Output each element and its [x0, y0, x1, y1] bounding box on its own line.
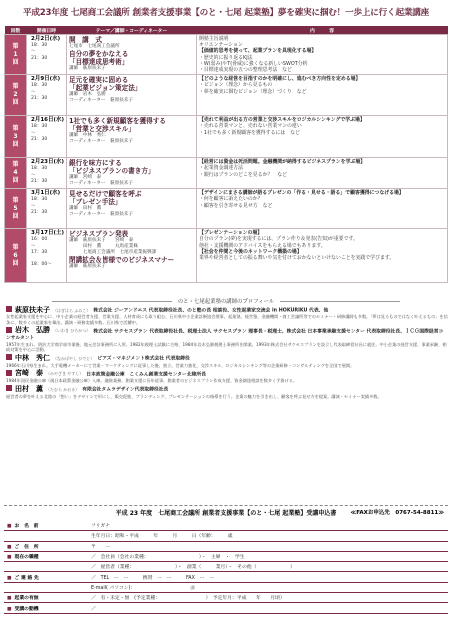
application-title: 平成 23 年度 七尾商工会議所 創業者支援事業【のと・七尾 起業塾】受講申込書 [115, 510, 337, 517]
form-label: ■ ご 連 絡 先 [4, 572, 88, 582]
form-row [4, 551, 448, 561]
start-time: 18：30 [31, 43, 48, 49]
content-line: 【どのような経営を目指すのかを明確にし、進むべき方向性を定める場】 [199, 76, 361, 83]
lecturer-name: 田村 薫 [15, 384, 43, 393]
form-label: ■ 起業の有無 [4, 593, 88, 603]
theme-lecturer: 七尾市 七尾商工会議所 [69, 44, 120, 49]
form-row [4, 593, 448, 603]
fax-number: ≪FAXお申込先 0767-54-8811≫ [350, 510, 444, 516]
start-time: 18：30 [31, 166, 48, 172]
content-line: ・目標達成実現の五つの整理思考法 など [199, 67, 292, 74]
lecturer-affiliation: 日本政策金融公庫 こくみん創業支援センター北陸所長 [86, 372, 207, 378]
session-row [5, 116, 448, 158]
session-content [197, 116, 448, 158]
col-header: 開催日時 [27, 26, 67, 35]
session-theme [67, 116, 197, 158]
content-line: 【売れて利益が出る方の営業と交渉スキルをロジカルシンキングで学ぶ場】 [199, 117, 365, 124]
form-field[interactable]: 〒 ー [88, 541, 448, 551]
lecturer-name: 宮崎 泰 [15, 369, 43, 378]
col-header: テーマ／講師・コーディネーター [67, 26, 197, 35]
start-time: 18：30 [31, 197, 48, 203]
content-line: 自分のプラン(夢)を実現するには、プラン作り＆発表(告知)が重要です。 [199, 236, 358, 243]
schedule-table [4, 26, 448, 283]
col-header: 回数 [5, 26, 27, 35]
content-line: 【デザインにまさる講師が語るプレゼンの「作る・見せる・語る」で顧客獲得につなげる場】 [199, 190, 404, 197]
session-date: 2月9日(水) 18：30 〜 21：30 [27, 75, 67, 116]
lecturer-name-wrap [6, 306, 50, 314]
session-theme [67, 229, 197, 283]
lecturer-name: 萩原扶未子 [15, 305, 50, 314]
square-bullet-icon [6, 385, 12, 391]
form-field[interactable]: ／ [88, 603, 448, 613]
lecturer-profile [6, 306, 448, 325]
theme-title: 足元を確実に固める 「起業ビジョン策定法」 [69, 76, 142, 93]
form-field[interactable]: ／ TEL ー ー 携帯 ー ー FAX ー ー [88, 572, 448, 582]
lecturer-profile [6, 385, 448, 399]
lecturer-bio: 女性起業家支援を中心に、中小企業の経営者支援、営業支援、人材育成にも取り組む。石川県中小企業診断協会理事。起業塾、経営塾、金融機関・商工会議所等でのセミナー・研修講師も多数。「夢は見るものではなく叶えるもの」を信条に、数多くの起業家を輩出。講演・研修実績多数。石川県で活躍中。 [6, 314, 448, 325]
lecturer-bio: 1984年国民金融公庫（現日本政策金融公庫）入庫。融資業務、創業支援に長年従事。創業者のビジネスプラン作成支援、資金調達相談を数多く手掛ける。 [6, 378, 298, 383]
theme-lecturer: 講師 萩原扶未子 [69, 264, 106, 270]
lecturer-bio: 1966年石川県生まれ。大手電機メーカーにて営業・マーケティングに従事した後、独立。営業力強化、交渉スキル、ロジカルシンキング等の企業研修・コンサルティングを全国で展開。 [6, 362, 355, 368]
session-number: 第 6 回 [5, 229, 27, 283]
end-time: 21：30 [31, 55, 48, 61]
lecturer-name-wrap [6, 369, 43, 377]
square-bullet-icon [6, 354, 12, 360]
lecturer-name: 中林 秀仁 [15, 353, 50, 362]
lecturer-kana: （はぎはら ふみこ） [53, 307, 91, 313]
theme-title: 銀行を味方にする 「ビジネスプランの書き方」 [69, 159, 155, 176]
session-theme [67, 35, 197, 75]
application-form [4, 521, 448, 614]
content-line: ・何を顧客に訴えたいのか？ [199, 196, 263, 203]
form-row [4, 541, 448, 551]
date-label: 3月17日(土) [31, 230, 65, 237]
page-title: 平成23年度 七尾商工会議所 創業者支援事業【のと・七尾 起業塾】夢を確実に掴む！一歩上に行く起業講座 [22, 8, 430, 18]
lecturer-affiliation: 株式会社 ジーアンドエス 代表取締役社長、のと塾の長 相談役、女性起業家交流会 in HOKURIKU 代表、他 [93, 308, 329, 314]
form-label: ■ お 名 前 [4, 521, 88, 531]
theme-lecturer: 講師 中林 秀仁 コーディネーター 萩原扶未子 [69, 133, 133, 145]
content-line: 開塾主旨説明 [199, 36, 229, 42]
session-content [197, 158, 448, 189]
session-date: 3月1日(水) 18：30 〜 21：30 [27, 189, 67, 229]
form-row [4, 582, 448, 592]
lecturer-name-wrap [6, 354, 50, 362]
session-content [197, 35, 448, 75]
content-line: 業界や経営者としての振る舞いや気を付けておかないといけないことを実践で学びます。 [199, 255, 395, 262]
content-line: ・起業資金調達方法 [199, 165, 244, 172]
date-label: 2月23日(水) [31, 159, 65, 166]
form-label: ■ ご 住 所 [4, 541, 88, 551]
session-date: 2月23日(水) 18：30 〜 21：30 [27, 158, 67, 189]
session-number: 第 3 回 [5, 116, 27, 158]
theme-lecturer: 講師 萩原扶未子 [69, 66, 106, 71]
form-row [4, 572, 448, 582]
form-label [4, 582, 88, 592]
form-row [4, 521, 448, 531]
session-number: 第 4 回 [5, 158, 27, 189]
form-field[interactable]: フリガナ [88, 521, 448, 531]
theme-title: 見せるだけで顧客を呼ぶ 「プレゼン手法」 [69, 190, 142, 207]
session-number: 第 2 回 [5, 75, 27, 116]
session-row [5, 229, 448, 283]
lecturer-kana: （たむら かおる） [46, 386, 80, 392]
profiles-title: のと・七尾起業塾の講師のプロフィール [4, 297, 448, 305]
form-label: ■ 受講の動機 [4, 603, 88, 613]
form-field[interactable]: E-mail( パソコン)： ＠ [88, 582, 448, 592]
form-row [4, 531, 448, 541]
square-bullet-icon [6, 306, 12, 312]
session-theme [67, 189, 197, 229]
session-theme [67, 75, 197, 116]
theme-lecturer: 講師 宮崎 泰 コーディネーター 萩原扶未子 [69, 175, 133, 187]
form-field[interactable]: ／ 有・未定・無 (予定業種： ） 予定年月：平成 年 月頃） [88, 593, 448, 603]
lecturer-profile [6, 370, 448, 384]
date-label: 2月2日(水) [31, 36, 61, 42]
form-field[interactable]: ／ 経営者（業種： ）・ 創業（ 業月）・ その他（ ） [88, 562, 448, 572]
session-content [197, 229, 448, 283]
end-time: 21：30 [31, 95, 48, 101]
form-label [4, 531, 88, 541]
content-line: 【プレゼンテーションの場】 [199, 230, 263, 237]
extra-time: 18：00〜 [31, 262, 52, 268]
theme-title: 1社でも多く新規顧客を獲得する 「営業と交渉スキル」 [69, 117, 166, 134]
lecturer-kana: （なかばやし ひでと） [53, 355, 95, 361]
session-number: 第 1 回 [5, 35, 27, 75]
theme-title: ビジネスプラン発表 [69, 230, 129, 239]
content-line: ・銀行はプランのどこを見るか？ など [199, 171, 288, 178]
content-line: ・売れる営業マンと、売れない営業マンの違い [199, 123, 302, 130]
start-time: 18：30 [31, 124, 48, 130]
content-line: ・夢を確実に掴むビジョン（理念）づくり など [199, 88, 307, 95]
lecturer-kana: （いわき ひろかつ） [53, 328, 91, 334]
content-line: 【社会を仲間と今後のネットワーク構築の場】 [199, 248, 302, 255]
lecturer-name-wrap [6, 326, 50, 334]
end-time: 21：30 [31, 178, 48, 184]
content-line: ・1社でも多く新規顧客を獲得するには など [199, 129, 300, 136]
session-row [5, 75, 448, 116]
end-time: 21：30 [31, 136, 48, 142]
square-bullet-icon [6, 370, 12, 376]
content-line: 【価値的思考を使って、起業プランを具現化する場】 [199, 48, 317, 55]
schedule-header-row [5, 26, 448, 35]
lecturer-name-wrap [6, 385, 43, 393]
session-date: 2月2日(水) 18：30 〜 21：30 [27, 35, 67, 75]
col-header: 内 容 [197, 26, 448, 35]
session-content [197, 189, 448, 229]
form-row [4, 562, 448, 572]
date-label: 3月1日(水) [31, 190, 61, 197]
content-line: ・歴史的に振り返るKJ法 [199, 54, 253, 61]
end-time: 21：30 [31, 209, 48, 215]
content-line: 他社・支援機関のアドバイスをもらえる場でもあります。 [199, 242, 326, 249]
theme-lecturer: 講師 岩木 弘勝 コーディネーター 萩原扶未子 [69, 92, 133, 104]
lecturer-profile [6, 354, 448, 368]
session-row [5, 158, 448, 189]
start-time: 18：30 [31, 83, 48, 89]
profiles-section [6, 306, 448, 401]
start-time: 16：00 [31, 237, 48, 243]
form-field[interactable]: 生年月日：昭和・平成 年 月 日（年齢： 歳 [88, 531, 448, 541]
lecturer-bio: 1957年生まれ。明治大学商学部卒業後、地元会計事務所に入所。1982年税理士試験に合格、1984年岩木弘勝税理士事務所を開業。1993年株式会社サクセスプランを設立し代表取締役社長に就任。中小企業の経営支援、事業承継、相続対策を中心に活動。 [6, 341, 447, 352]
application-header [4, 505, 448, 519]
content-line: ・W(弱み)やT(脅威)に強くなる新しいSWOT分析 [199, 60, 308, 67]
form-field[interactable]: ／ 会社員（会社の業種： ）・ 主婦 ・ 学生 [88, 551, 448, 561]
session-row [5, 35, 448, 75]
content-line: オリエンテーション [199, 42, 243, 49]
theme-title: 自分の夢をかなえる 「目標達成思考術」 [69, 50, 129, 66]
end-time: 17：30 [31, 249, 48, 255]
lecturer-profile [6, 327, 448, 353]
content-line: 【経営には資金は死活問題。金融機関が納得するビジネスプランを学ぶ場】 [199, 159, 366, 166]
theme-title: 閉講拡会＆皆様でのビジネスマナー [69, 256, 175, 265]
session-theme [67, 158, 197, 189]
date-label: 2月9日(水) [31, 76, 61, 83]
theme-title: 開 講 式 [69, 36, 102, 44]
theme-lecturer: 講師 萩原扶未子 宮崎 泰 田村 薫 丸馬産業株 七尾商工会議所 七尾市産業振興課 [69, 238, 157, 256]
lecturer-name: 岩木 弘勝 [15, 326, 50, 335]
content-line: ・顧客を引き寄せる見せ方 など [199, 202, 273, 209]
content-line: ・ビジョン（理念）から見るもの [199, 82, 273, 89]
session-date: 3月17日(土) 16：00 〜 17：30 18：00〜 [27, 229, 67, 283]
session-number: 第 5 回 [5, 189, 27, 229]
form-label: ■ 現在の職種 [4, 551, 88, 561]
lecturer-kana: （みやざき やすし） [46, 371, 84, 377]
date-label: 2月16日(水) [31, 117, 65, 124]
session-date: 2月16日(水) 18：30 〜 21：30 [27, 116, 67, 158]
form-row [4, 603, 448, 613]
lecturer-affiliation: 株式会社 サクセスプラン 代表取締役社長、税理士法人 サクセスプラン 理事長・税理士、株式会社 日本事業承継支援センター 代表取締役社長、ＩＣＧ国際経営コンサルタント [6, 329, 444, 341]
theme-lecturer: 講師 田村 薫 コーディネーター 萩原扶未子 [69, 206, 133, 218]
lecturer-bio: 経営者の夢を叶える北陸の「想い」をデザインで形にし、販売促進、ブランディング、プレゼンテーションの指導を行う。企業の魅力を引き出し、顧客を呼ぶ見せ方を提案。講演・セミナー実績多数。 [6, 393, 382, 399]
lecturer-affiliation: ピアズ・マネジメント株式会社 代表取締役 [97, 356, 190, 362]
square-bullet-icon [6, 327, 12, 333]
session-content [197, 75, 448, 116]
session-row [5, 189, 448, 229]
form-label [4, 562, 88, 572]
lecturer-affiliation: 有限会社タムラデザイン代表取締役社長 [82, 387, 169, 393]
